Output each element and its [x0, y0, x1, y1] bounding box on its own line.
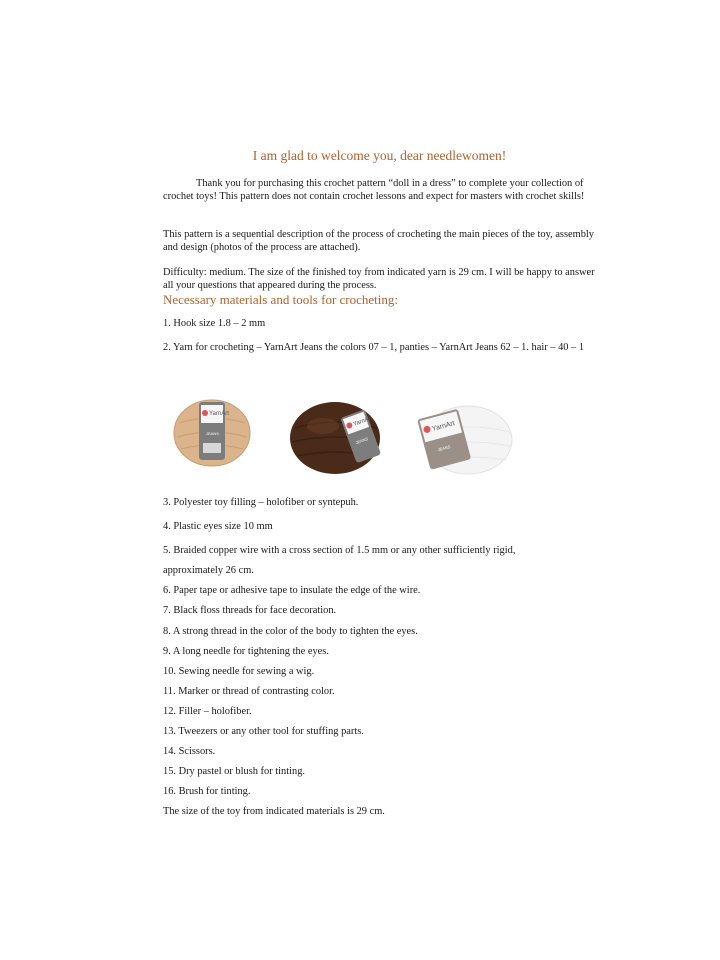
yarn-label-line: JEANS — [354, 436, 369, 446]
description-paragraph: This pattern is a sequential description of the process of crocheting the main pieces of the toy, assembly and design (photos of the process are attached). — [163, 229, 594, 253]
yarn-label-line: JEANS — [206, 431, 219, 436]
yarn-ball-beige — [171, 393, 253, 469]
yarn-label-line: JEANS — [437, 444, 451, 453]
material-item-12: 12. Filler – holofiber. — [163, 706, 252, 717]
yarn-label-brand: YarnArt — [209, 411, 229, 417]
intro-paragraph — [163, 178, 596, 203]
yarn-label-brand: YarnArt — [352, 415, 374, 428]
material-item-2: 2. Yarn for crocheting – YarnArt Jeans the colors 07 – 1, panties – YarnArt Jeans 62 – 1. hair – 40 – 1 — [163, 342, 585, 353]
yarn-ball-brown — [287, 398, 387, 478]
material-item-4: 4. Plastic eyes size 10 mm — [163, 521, 273, 532]
material-item-11: 11. Marker or thread of contrasting color. — [163, 686, 335, 697]
welcome-title: I am glad to welcome you, dear needlewomen! — [252, 148, 507, 163]
material-item-15: 15. Dry pastel or blush for tinting. — [163, 766, 305, 777]
material-item-7: 7. Black floss threads for face decoration. — [163, 605, 337, 616]
intro-text: Thank you for purchasing this crochet pattern “doll in a dress” to complete your collection of crochet toys! This pattern does not contain crochet lessons and expect for masters with crochet skills! — [163, 178, 585, 202]
materials-title: Necessary materials and tools for crocheting: — [163, 292, 398, 307]
yarn-ball-white — [413, 398, 513, 478]
material-item-3: 3. Polyester toy filling – holofiber or syntepuh. — [163, 497, 359, 508]
material-item-9: 9. A long needle for tightening the eyes. — [163, 646, 329, 657]
yarn-label-brand: YarnArt — [431, 420, 456, 433]
material-item-16: 16. Brush for tinting. — [163, 786, 251, 797]
material-item-6: 6. Paper tape or adhesive tape to insulate the edge of the wire. — [163, 585, 421, 596]
material-item-10: 10. Sewing needle for sewing a wig. — [163, 666, 315, 677]
material-item-14: 14. Scissors. — [163, 746, 216, 757]
difficulty-paragraph: Difficulty: medium. The size of the finished toy from indicated yarn is 29 cm. I will be happy to answer all your questions that appeared during the process. — [163, 267, 595, 291]
material-item-5: 5. Braided copper wire with a cross section of 1.5 mm or any other sufficiently rigid, — [163, 545, 516, 556]
materials-footer: The size of the toy from indicated materials is 29 cm. — [163, 806, 385, 817]
material-item-5-cont: approximately 26 cm. — [163, 565, 254, 576]
material-item-13: 13. Tweezers or any other tool for stuffing parts. — [163, 726, 364, 737]
material-item-1: 1. Hook size 1.8 – 2 mm — [163, 318, 266, 329]
material-item-8: 8. A strong thread in the color of the body to tighten the eyes. — [163, 626, 418, 637]
